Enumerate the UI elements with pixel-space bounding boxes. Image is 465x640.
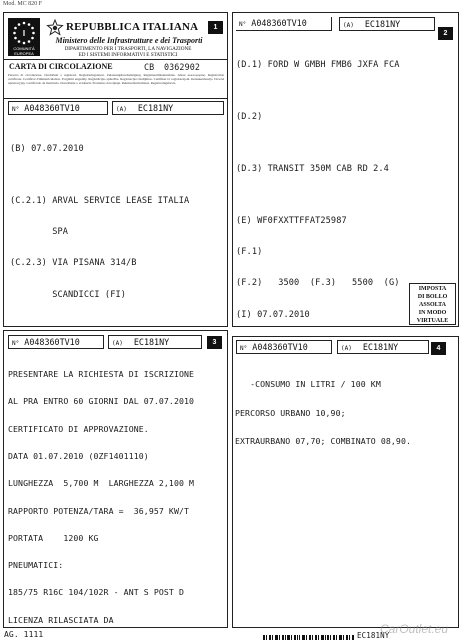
field-line: SPA xyxy=(10,227,69,238)
stamp-line: ASSOLTA xyxy=(418,302,446,308)
panel-number-badge: 1 xyxy=(208,21,223,34)
plate-code-box xyxy=(8,101,108,115)
panel-number-badge: 4 xyxy=(431,342,446,355)
plate-box xyxy=(337,340,429,354)
a-label: (A) xyxy=(112,340,123,347)
note-line: 185/75 R16C 104/102R - ANT S POST D xyxy=(8,587,185,598)
note-line: PRESENTARE LA RICHIESTA DI ISCRIZIONE xyxy=(8,369,195,380)
field-line: (D.1) FORD W GMBH FMB6 JXFA FCA xyxy=(236,59,400,70)
plate-code-box xyxy=(236,17,332,31)
field-line: SCANDICCI (FI) xyxy=(10,289,127,300)
document-number: 0362902 xyxy=(164,62,200,72)
field-line: (I) 07.07.2010 xyxy=(236,309,310,320)
plate-code: A048360TV10 xyxy=(252,342,308,352)
panel-4 xyxy=(232,336,459,628)
republic-emblem-icon xyxy=(46,19,64,37)
panel-number-badge: 3 xyxy=(207,336,222,349)
stamp-line: VIRTUALE xyxy=(416,318,449,324)
footer-code: AG. 1111 xyxy=(4,630,44,639)
emblem-caption: COMUNITÀ EUROPEA xyxy=(13,46,35,56)
plate-number: EC181NY xyxy=(362,342,399,352)
plate-code-box xyxy=(236,340,332,354)
note-line: AL PRA ENTRO 60 GIORNI DAL 07.07.2010 xyxy=(8,396,195,407)
field-line: (F.2) 3500 (F.3) 5500 (G) xyxy=(236,278,400,289)
no-label: N° xyxy=(239,21,247,28)
stamp-line: DI BOLLO xyxy=(417,294,448,300)
plate-code: A048360TV10 xyxy=(251,18,307,28)
stamp-line: IMPOSTA xyxy=(418,286,447,292)
owner-block xyxy=(10,123,189,321)
note-line: RAPPORTO POTENZA/TARA = 36,957 KW/T xyxy=(8,505,190,516)
panel-number-badge: 2 xyxy=(438,27,453,40)
plate-code-box xyxy=(8,335,104,349)
stamp-line: IN MODO xyxy=(418,310,447,316)
note-line: LICENZA RILASCIATA DA xyxy=(8,614,114,625)
field-line: (C.2.1) ARVAL SERVICE LEASE ITALIA xyxy=(10,195,190,206)
field-line: (D.2) xyxy=(236,111,263,122)
field-line: (D.3) TRANSIT 350M CAB RD 2.4 xyxy=(236,163,389,174)
barcode-caption: EC181NY xyxy=(357,631,390,640)
consumption-block xyxy=(235,361,411,466)
stamp-duty-box xyxy=(409,283,456,325)
note-line: PNEUMATICI: xyxy=(8,560,64,571)
note-line: LUNGHEZZA 5,700 M LARGHEZZA 2,100 M xyxy=(8,478,195,489)
plate-number: EC181NY xyxy=(133,337,170,347)
document-series: CB xyxy=(144,62,155,72)
ministry-name: Ministero delle Infrastrutture e dei Trasporti xyxy=(55,36,203,45)
field-line: (E) WF0FXXTTFFAT25987 xyxy=(236,215,347,226)
document-title: CARTA DI CIRCOLAZIONE xyxy=(9,62,113,71)
panel-3 xyxy=(3,330,228,628)
plate-number: EC181NY xyxy=(137,103,174,113)
systems-name: ED I SISTEMI INFORMATIVI E STATISTICI xyxy=(78,52,178,58)
eu-flag-icon xyxy=(8,18,40,56)
note-line: -CONSUMO IN LITRI / 100 KM xyxy=(235,379,381,389)
plate-box xyxy=(112,101,224,115)
note-line: CERTIFICATO DI APPROVAZIONE. xyxy=(8,423,149,434)
field-line: (F.1) xyxy=(236,247,263,258)
country-title: REPUBBLICA ITALIANA xyxy=(66,21,199,33)
field-line: (C.2.3) VIA PISANA 314/B xyxy=(10,258,137,269)
plate-box xyxy=(339,17,435,31)
a-label: (A) xyxy=(116,106,127,113)
a-label: (A) xyxy=(343,22,354,29)
note-line: DATA 01.07.2010 (0ZF1401110) xyxy=(8,451,149,462)
multilingual-fine-print: Persona di circolazione. Osvědčení o registraci. Registreringsattest. Zulassungsbescheinigung. Registreerimistunnistus. Άδεια κυκλοφορίας. Registration certificate. Certificat d'immatriculation. Forgalmi engedély. Reģistrācijas apliecība. Registracijos liudijimas. Certifikat ta' registrazzjoni. Kentekenbewijs. Dowód rejestracyjny. Certificado de matrícula. Osvedčenie o evidencii. Prometno dovoljenje. Rekisteröintitodistus. Registreringsbevis. xyxy=(8,73,224,85)
no-label: N° xyxy=(12,106,20,113)
department-name: DIPARTIMENTO PER I TRASPORTI, LA NAVIGAZIONE xyxy=(64,46,192,52)
form-code: Mod. MC 820 F xyxy=(3,1,43,7)
plate-code: A048360TV10 xyxy=(24,337,80,347)
no-label: N° xyxy=(240,345,248,352)
vehicle-data-block xyxy=(236,39,431,327)
barcode-icon xyxy=(263,630,355,640)
eu-stars-icon xyxy=(8,18,40,48)
note-line: EXTRAURBANO 07,70; COMBINATO 08,90. xyxy=(235,436,412,446)
panel-2 xyxy=(232,12,459,327)
plate-code: A048360TV10 xyxy=(24,103,80,113)
notes-block xyxy=(8,352,194,628)
panel-1 xyxy=(3,12,228,327)
no-label: N° xyxy=(12,340,20,347)
a-label: (A) xyxy=(341,345,352,352)
note-line: PERCORSO URBANO 10,90; xyxy=(235,407,346,418)
watermark: CarOutlet.eu xyxy=(380,622,449,636)
svg-text:I: I xyxy=(22,29,26,38)
field-line: (B) 07.07.2010 xyxy=(10,143,84,154)
note-line: PORTATA 1200 KG xyxy=(8,532,99,543)
plate-box xyxy=(108,335,202,349)
plate-number: EC181NY xyxy=(364,19,401,29)
